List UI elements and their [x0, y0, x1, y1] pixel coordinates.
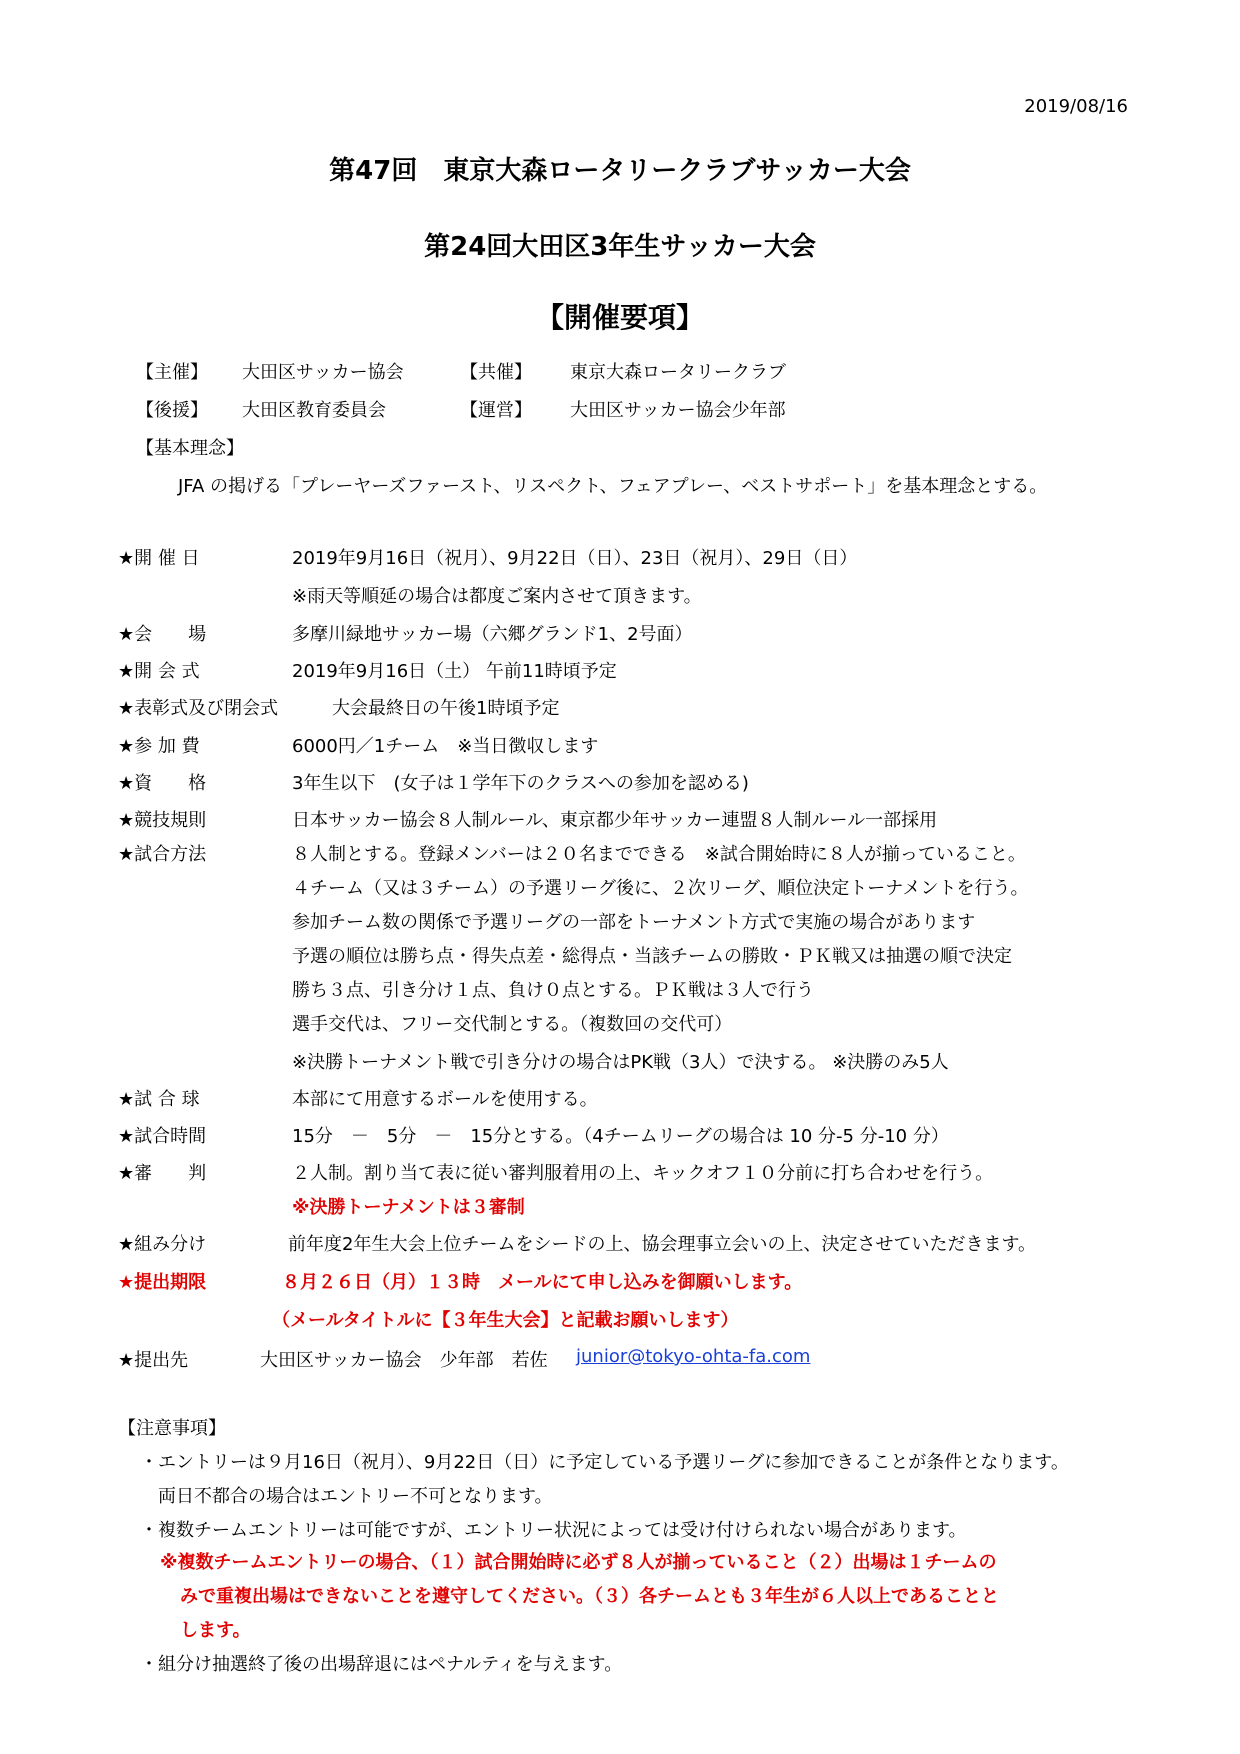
cohost-label: 【共催】	[460, 362, 532, 383]
closing-key: ★表彰式及び閉会式	[118, 698, 279, 719]
referee-note: ※決勝トーナメントは３審制	[292, 1197, 525, 1218]
method-line-3: 参加チーム数の関係で予選リーグの一部をトーナメント方式で実施の場合があります	[292, 912, 976, 933]
method-line-5: 勝ち３点、引き分け１点、負け０点とする。ＰＫ戦は３人で行う	[292, 980, 814, 1001]
grouping-key: ★組み分け	[118, 1234, 207, 1255]
time-value: 15分 － 5分 － 15分とする。（4チームリーグの場合は 10 分-5 分-10 分）	[292, 1126, 949, 1147]
support-label: 【後援】	[136, 400, 208, 421]
method-line-4: 予選の順位は勝ち点・得失点差・総得点・当該チームの勝敗・ＰＫ戦又は抽選の順で決定	[292, 946, 1012, 967]
note-2: ・複数チームエントリーは可能ですが、エントリー状況によっては受け付けられない場合があります。	[140, 1520, 967, 1541]
philosophy-text: JFA の掲げる「プレーヤーズファースト、リスペクト、フェアプレー、ベストサポート」を基本理念とする。	[178, 476, 1048, 497]
grouping-value: 前年度2年生大会上位チームをシードの上、協会理事立会いの上、決定させていただきます。	[288, 1234, 1037, 1255]
ball-value: 本部にて用意するボールを使用する。	[292, 1089, 598, 1110]
dates-value: 2019年9月16日（祝月）、9月22日（日）、23日（祝月）、29日（日）	[292, 548, 858, 569]
dates-key: ★開 催 日	[118, 548, 200, 569]
sub-title: 第24回大田区3年生サッカー大会	[424, 232, 816, 262]
host-value: 大田区サッカー協会	[242, 362, 404, 383]
closing-value: 大会最終日の午後1時頃予定	[332, 698, 560, 719]
dates-note: ※雨天等順延の場合は都度ご案内させて頂きます。	[292, 586, 702, 607]
note-3a: ※複数チームエントリーの場合、（１）試合開始時に必ず８人が揃っていること（２）出場は１チームの	[160, 1552, 997, 1573]
submit-key: ★提出先	[118, 1350, 189, 1371]
support-value: 大田区教育委員会	[242, 400, 386, 421]
host-label: 【主催】	[136, 362, 208, 383]
note-1b: 両日不都合の場合はエントリー不可となります。	[158, 1486, 553, 1507]
method-key: ★試合方法	[118, 844, 207, 865]
opening-value: 2019年9月16日（土） 午前11時頃予定	[292, 661, 617, 682]
venue-key: ★会 場	[118, 624, 207, 645]
rules-value: 日本サッカー協会８人制ルール、東京都少年サッカー連盟８人制ルール一部採用	[292, 810, 938, 831]
cohost-value: 東京大森ロータリークラブ	[570, 362, 786, 383]
note-3c: します。	[180, 1620, 251, 1641]
submit-value: 大田区サッカー協会 少年部 若佐	[260, 1350, 548, 1371]
operate-label: 【運営】	[460, 400, 532, 421]
note-3b: みで重複出場はできないことを遵守してください。（３）各チームとも３年生が６人以上であることと	[180, 1586, 999, 1607]
opening-key: ★開 会 式	[118, 661, 200, 682]
notes-label: 【注意事項】	[118, 1418, 226, 1439]
fee-value: 6000円／1チーム ※当日徴収します	[292, 736, 599, 757]
time-key: ★試合時間	[118, 1126, 207, 1147]
document-date: 2019/08/16	[1024, 96, 1128, 117]
method-line-6: 選手交代は、フリー交代制とする。（複数回の交代可）	[292, 1014, 733, 1035]
operate-value: 大田区サッカー協会少年部	[570, 400, 786, 421]
referee-key: ★審 判	[118, 1163, 207, 1184]
venue-value: 多摩川緑地サッカー場（六郷グランド1、2号面）	[292, 624, 693, 645]
method-line-1: ８人制とする。登録メンバーは２０名までできる ※試合開始時に８人が揃っていること。	[292, 844, 1026, 865]
section-heading: 【開催要項】	[535, 301, 704, 334]
ball-key: ★試 合 球	[118, 1089, 200, 1110]
qualification-value: 3年生以下 (女子は１学年下のクラスへの参加を認める)	[292, 773, 749, 794]
referee-value: ２人制。割り当て表に従い審判服着用の上、キックオフ１０分前に打ち合わせを行う。	[292, 1163, 994, 1184]
philosophy-label: 【基本理念】	[136, 438, 244, 459]
method-line-2: ４チーム（又は３チーム）の予選リーグ後に、２次リーグ、順位決定トーナメントを行う。	[292, 878, 1029, 899]
submit-email-link[interactable]: junior@tokyo-ohta-fa.com	[576, 1346, 811, 1367]
method-line-7: ※決勝トーナメント戦で引き分けの場合はPK戦（3人）で決する。 ※決勝のみ5人	[292, 1052, 949, 1073]
note-4: ・組分け抽選終了後の出場辞退にはペナルティを与えます。	[140, 1654, 623, 1675]
deadline-key: ★提出期限	[118, 1272, 207, 1293]
deadline-note: （メールタイトルに【３年生大会】と記載お願いします）	[272, 1310, 739, 1331]
rules-key: ★競技規則	[118, 810, 207, 831]
note-1a: ・エントリーは９月16日（祝月）、9月22日（日）に予定している予選リーグに参加できることが条件となります。	[140, 1452, 1069, 1473]
qualification-key: ★資 格	[118, 773, 207, 794]
main-title: 第47回 東京大森ロータリークラブサッカー大会	[329, 156, 911, 186]
fee-key: ★参 加 費	[118, 736, 200, 757]
deadline-value: ８月２６日（月）１３時 メールにて申し込みを御願いします。	[282, 1272, 803, 1293]
